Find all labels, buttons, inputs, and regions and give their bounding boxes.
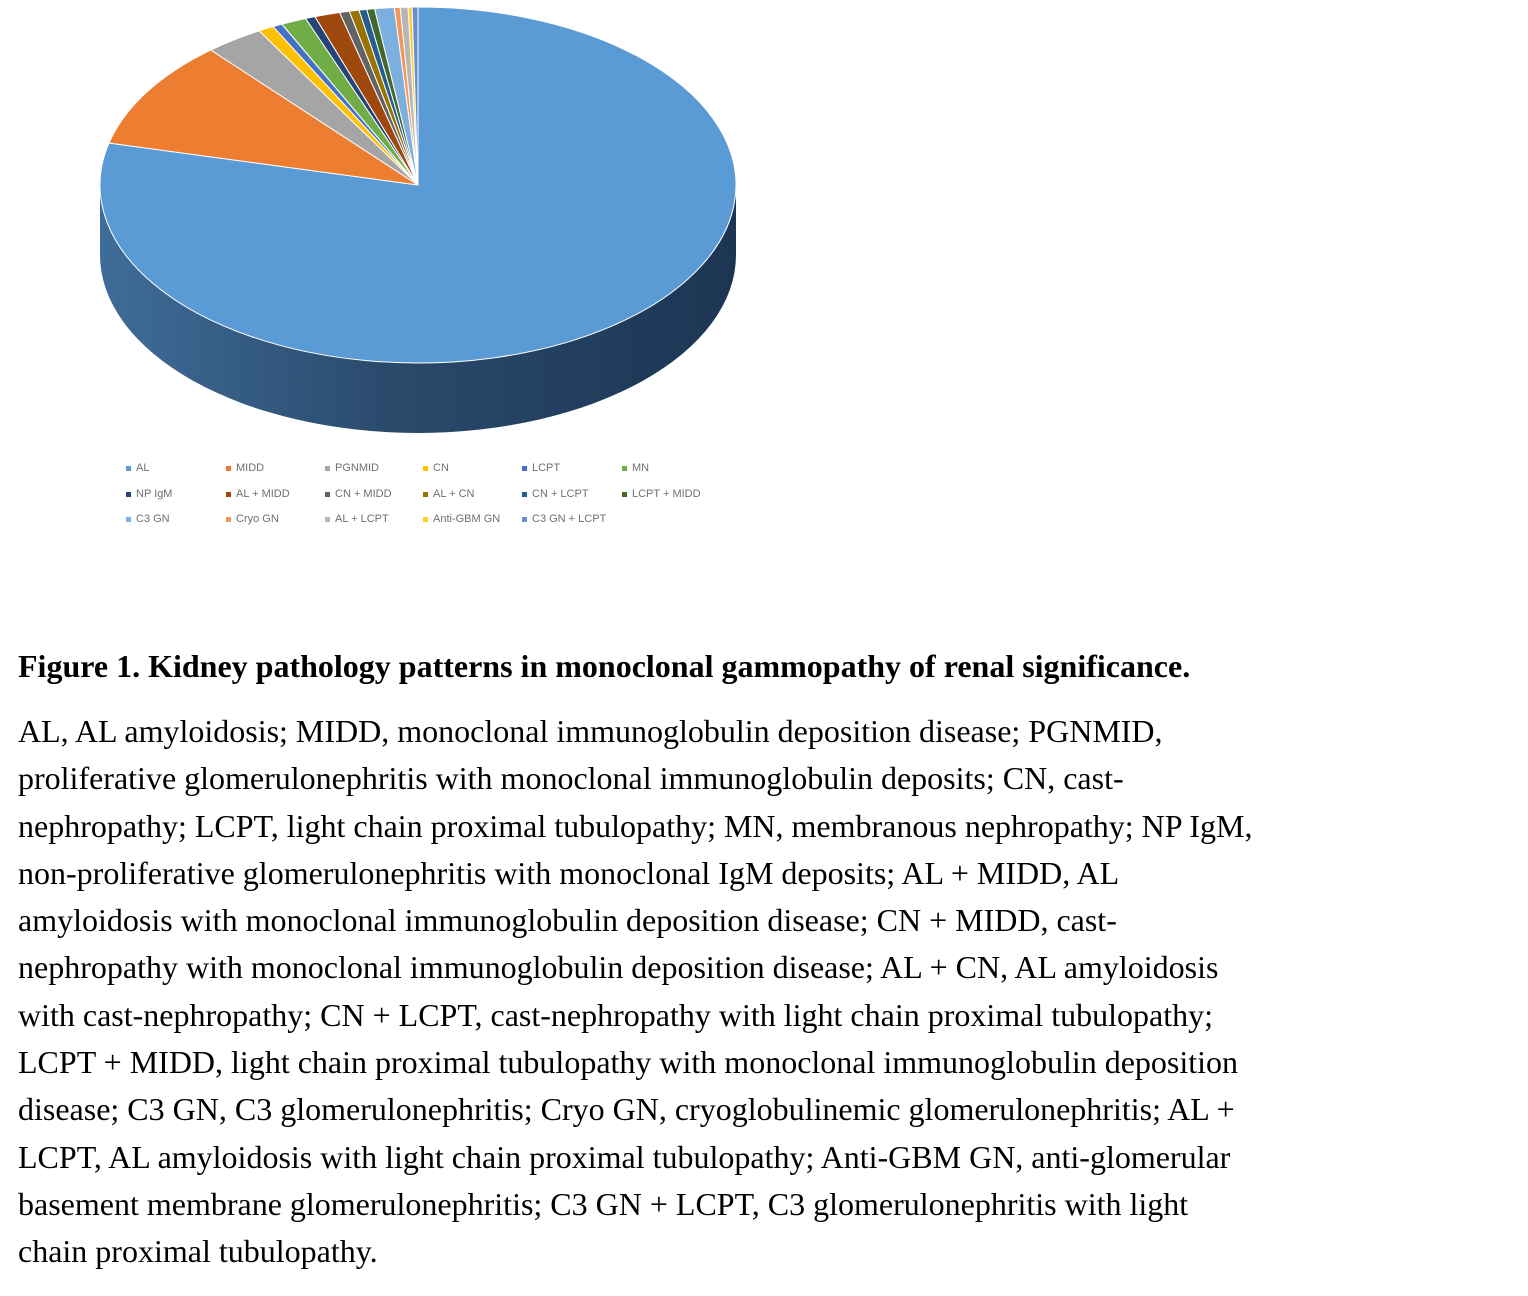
legend-entry (226, 488, 290, 500)
caption-line: nephropathy with monoclonal immunoglobulin deposition disease; AL + CN, AL amyloidosis (18, 949, 1219, 986)
pie-slices (100, 7, 736, 363)
legend-marker (423, 466, 428, 471)
legend-entry (325, 513, 389, 525)
caption-line: proliferative glomerulonephritis with monoclonal immunoglobulin deposits; CN, cast- (18, 760, 1124, 797)
caption-line: nephropathy; LCPT, light chain proximal tubulopathy; MN, membranous nephropathy; NP IgM, (18, 807, 1253, 844)
legend-label: C3 GN (136, 513, 170, 525)
legend-label: AL + MIDD (236, 488, 290, 500)
legend-label: AL (136, 462, 150, 474)
caption-line: LCPT, AL amyloidosis with light chain proximal tubulopathy; Anti-GBM GN, anti-glomerular (18, 1138, 1231, 1175)
caption-line: basement membrane glomerulonephritis; C3 GN + LCPT, C3 glomerulonephritis with light (18, 1185, 1189, 1222)
caption-line: disease; C3 GN, C3 glomerulonephritis; Cryo GN, cryoglobulinemic glomerulonephritis; AL + (18, 1091, 1235, 1128)
legend-label: C3 GN + LCPT (532, 513, 607, 525)
legend-entry (423, 462, 449, 474)
legend-marker (622, 466, 627, 471)
legend-label: NP IgM (136, 488, 173, 500)
legend-marker (226, 517, 231, 522)
caption-body (18, 708, 1518, 1276)
legend-marker (522, 466, 527, 471)
legend-marker (423, 492, 428, 497)
legend-label: CN + MIDD (335, 488, 392, 500)
legend-marker (522, 517, 527, 522)
legend-label: CN (433, 462, 449, 474)
legend-marker (325, 466, 330, 471)
legend-entry (622, 462, 649, 474)
legend-marker (622, 492, 627, 497)
legend-marker (522, 492, 527, 497)
legend-entry (522, 513, 607, 525)
legend-marker (126, 517, 131, 522)
legend-entry (126, 462, 149, 474)
legend-entry (325, 462, 379, 474)
legend-entry (423, 513, 500, 525)
legend-marker (126, 492, 131, 497)
legend-marker (126, 466, 131, 471)
legend-marker (325, 517, 330, 522)
legend-entry (522, 462, 560, 474)
legend-entry (126, 488, 172, 500)
legend-label: LCPT + MIDD (632, 488, 701, 500)
legend-entry (522, 488, 589, 500)
legend-label: CN + LCPT (532, 488, 589, 500)
pie-chart (0, 0, 900, 560)
figure-caption (18, 644, 1518, 1276)
legend-entry (126, 513, 170, 525)
legend-entry (325, 488, 392, 500)
chart-legend (126, 462, 701, 525)
legend-label: MIDD (236, 462, 265, 474)
legend-entry (226, 513, 279, 525)
caption-title: Figure 1. Kidney pathology patterns in monoclonal gammopathy of renal significance. (18, 648, 1191, 684)
legend-entry (226, 462, 264, 474)
legend-entry (423, 488, 475, 500)
legend-label: AL + CN (433, 488, 475, 500)
legend-label: MN (632, 462, 650, 474)
caption-line: LCPT + MIDD, light chain proximal tubulopathy with monoclonal immunoglobulin deposition (18, 1044, 1239, 1081)
caption-line: with cast-nephropathy; CN + LCPT, cast-nephropathy with light chain proximal tubulopathy; (18, 996, 1214, 1033)
legend-marker (423, 517, 428, 522)
legend-label: LCPT (532, 462, 561, 474)
caption-line: non-proliferative glomerulonephritis with monoclonal IgM deposits; AL + MIDD, AL (18, 854, 1120, 891)
caption-line: amyloidosis with monoclonal immunoglobulin deposition disease; CN + MIDD, cast- (18, 902, 1117, 939)
legend-entry (622, 488, 701, 500)
legend-label: AL + LCPT (335, 513, 389, 525)
pie-chart-svg (0, 0, 900, 560)
legend-marker (325, 492, 330, 497)
legend-marker (226, 492, 231, 497)
legend-marker (226, 466, 231, 471)
caption-line: chain proximal tubulopathy. (18, 1233, 378, 1270)
legend-label: PGNMID (335, 462, 379, 474)
legend-label: Anti-GBM GN (433, 513, 501, 525)
legend-label: Cryo GN (236, 513, 279, 525)
caption-line: AL, AL amyloidosis; MIDD, monoclonal immunoglobulin deposition disease; PGNMID, (18, 713, 1163, 749)
